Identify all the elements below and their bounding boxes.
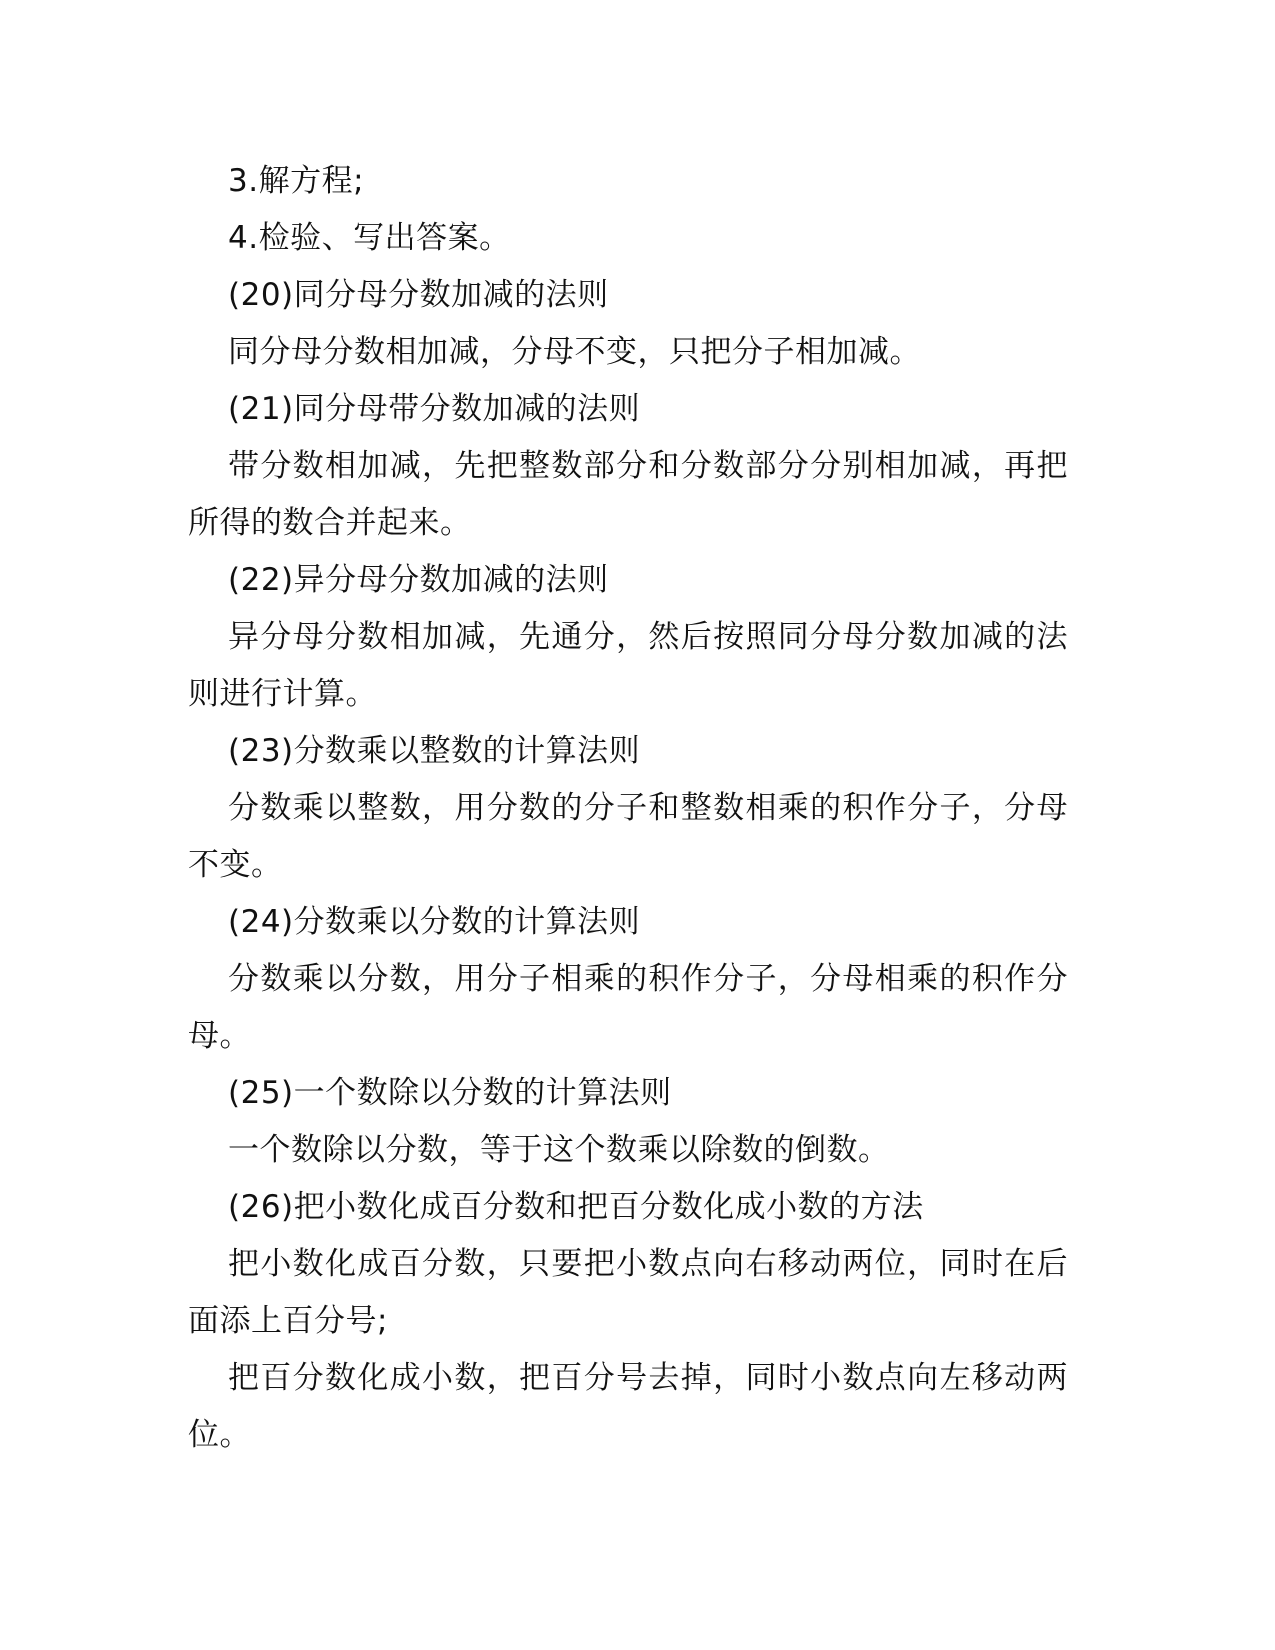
heading-20: (20)同分母分数加减的法则 bbox=[228, 277, 609, 313]
rule-23: 分数乘以整数，用分数的分子和整数相乘的积作分子，分母不变。 bbox=[188, 790, 1068, 883]
heading-21: (21)同分母带分数加减的法则 bbox=[228, 391, 641, 427]
heading-25: (25)一个数除以分数的计算法则 bbox=[228, 1075, 672, 1111]
heading-23: (23)分数乘以整数的计算法则 bbox=[228, 733, 641, 769]
rule-25: 一个数除以分数，等于这个数乘以除数的倒数。 bbox=[228, 1132, 890, 1168]
heading-24: (24)分数乘以分数的计算法则 bbox=[228, 904, 641, 940]
rule-22: 异分母分数相加减，先通分，然后按照同分母分数加减的法则进行计算。 bbox=[188, 619, 1068, 712]
rule-21: 带分数相加减，先把整数部分和分数部分分别相加减，再把所得的数合并起来。 bbox=[188, 448, 1068, 541]
document-body bbox=[188, 153, 1068, 1464]
rule-26-part-1: 把小数化成百分数，只要把小数点向右移动两位，同时在后面添上百分号; bbox=[188, 1246, 1068, 1339]
rule-26-part-2: 把百分数化成小数，把百分号去掉，同时小数点向左移动两位。 bbox=[188, 1360, 1068, 1453]
step-4: 4.检验、写出答案。 bbox=[228, 220, 511, 256]
rule-20: 同分母分数相加减，分母不变，只把分子相加减。 bbox=[228, 334, 921, 370]
heading-26: (26)把小数化成百分数和把百分数化成小数的方法 bbox=[228, 1189, 924, 1225]
step-3: 3.解方程; bbox=[228, 163, 365, 199]
rule-24: 分数乘以分数，用分子相乘的积作分子，分母相乘的积作分母。 bbox=[188, 961, 1068, 1054]
heading-22: (22)异分母分数加减的法则 bbox=[228, 562, 609, 598]
